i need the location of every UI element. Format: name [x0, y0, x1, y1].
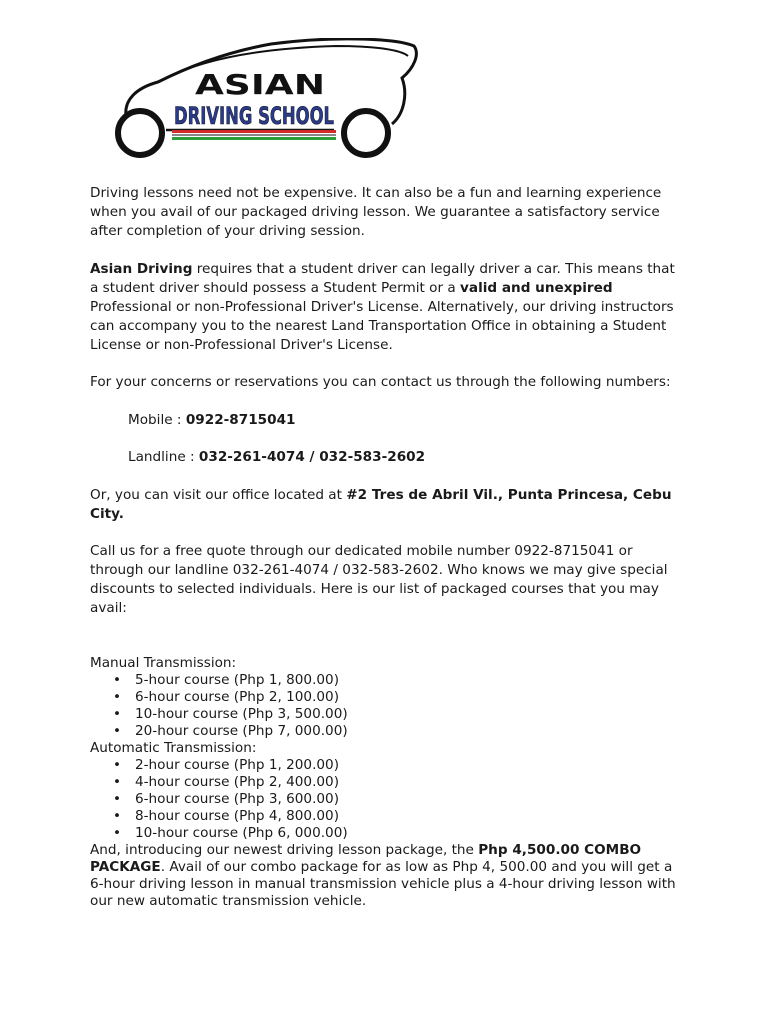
quote-paragraph: Call us for a free quote through our dedicated mobile number 0922-8715041 or through our landline 032-261-4074 / 032-583-2602. Who knows we may give special discounts to selected individuals. Here is our list of packaged courses that you may avail: — [90, 543, 668, 616]
asian-driving-school-logo — [96, 38, 420, 162]
list-item: • 8-hour course (Php 4, 800.00) — [113, 808, 339, 824]
front-wheel-icon — [118, 111, 162, 155]
requirements-paragraph: Asian Driving requires that a student driver can legally driver a car. This means that a student driver should possess a Student Permit or a valid and unexpired Professional or non-Professional Driver's License. Alternatively, our driving instructors can accompany you to the nearest Land Transportation Office in obtaining a Student License or non-Professional Driver's License. — [90, 260, 675, 353]
automatic-heading: Automatic Transmission: — [90, 740, 257, 756]
office-address: #2 Tres de Abril Vil., Punta Princesa, Cebu City. — [90, 486, 672, 522]
office-paragraph: Or, you can visit our office located at #2 Tres de Abril Vil., Punta Princesa, Cebu City. — [90, 486, 672, 522]
brand-name: Asian Driving — [90, 260, 193, 277]
bullet-icon: • — [113, 757, 122, 773]
list-item: • 10-hour course (Php 3, 500.00) — [113, 706, 348, 722]
mobile-line: Mobile : 0922-8715041 — [128, 411, 296, 428]
logo-gray-stripe — [172, 134, 336, 136]
list-item: • 2-hour course (Php 1, 200.00) — [113, 757, 339, 773]
manual-heading: Manual Transmission: — [90, 655, 237, 671]
manual-course-list — [90, 672, 680, 740]
logo-red-stripe — [172, 130, 336, 133]
list-item: • 10-hour course (Php 6, 000.00) — [113, 825, 348, 841]
bullet-icon: • — [113, 825, 122, 841]
bullet-icon: • — [113, 774, 122, 790]
bullet-icon: • — [113, 808, 122, 824]
list-item: • 4-hour course (Php 2, 400.00) — [113, 774, 339, 790]
logo-green-stripe — [172, 137, 336, 140]
bullet-icon: • — [113, 791, 122, 807]
mobile-number: 0922-8715041 — [185, 411, 296, 428]
list-item: • 6-hour course (Php 2, 100.00) — [113, 689, 339, 705]
list-item: • 5-hour course (Php 1, 800.00) — [113, 672, 339, 688]
landline-numbers: 032-261-4074 / 032-583-2602 — [198, 449, 426, 465]
bullet-icon: • — [113, 689, 122, 705]
landline-line: Landline : 032-261-4074 / 032-583-2602 — [128, 449, 426, 465]
list-item: • 6-hour course (Php 3, 600.00) — [113, 791, 339, 807]
logo-line-2: DRIVING SCHOOL — [174, 102, 334, 130]
contact-intro: For your concerns or reservations you can contact us through the following numbers: — [90, 374, 671, 390]
document-body — [90, 184, 680, 910]
rear-wheel-icon — [344, 111, 388, 155]
automatic-course-list — [90, 757, 680, 842]
intro-paragraph: Driving lessons need not be expensive. It can also be a fun and learning experience when you avail of our packaged driving lesson. We guarantee a satisfactory service after completion of your driving session. — [90, 185, 662, 239]
logo-line-1: ASIAN — [195, 68, 325, 101]
bullet-icon: • — [113, 672, 122, 688]
bullet-icon: • — [113, 706, 122, 722]
list-item: • 20-hour course (Php 7, 000.00) — [113, 723, 348, 739]
license-emphasis: valid and unexpired — [460, 279, 613, 296]
combo-paragraph: And, introducing our newest driving lesson package, the Php 4,500.00 COMBO PACKAGE. Avail of our combo package for as low as Php 4, 500.00 and you will get a 6-hour driving lesson in manual transmission vehicle plus a 4-hour driving lesson with our new automatic transmission vehicle. — [90, 842, 676, 909]
combo-highlight: Php 4,500.00 COMBO PACKAGE — [90, 842, 642, 875]
bullet-icon: • — [113, 723, 122, 739]
